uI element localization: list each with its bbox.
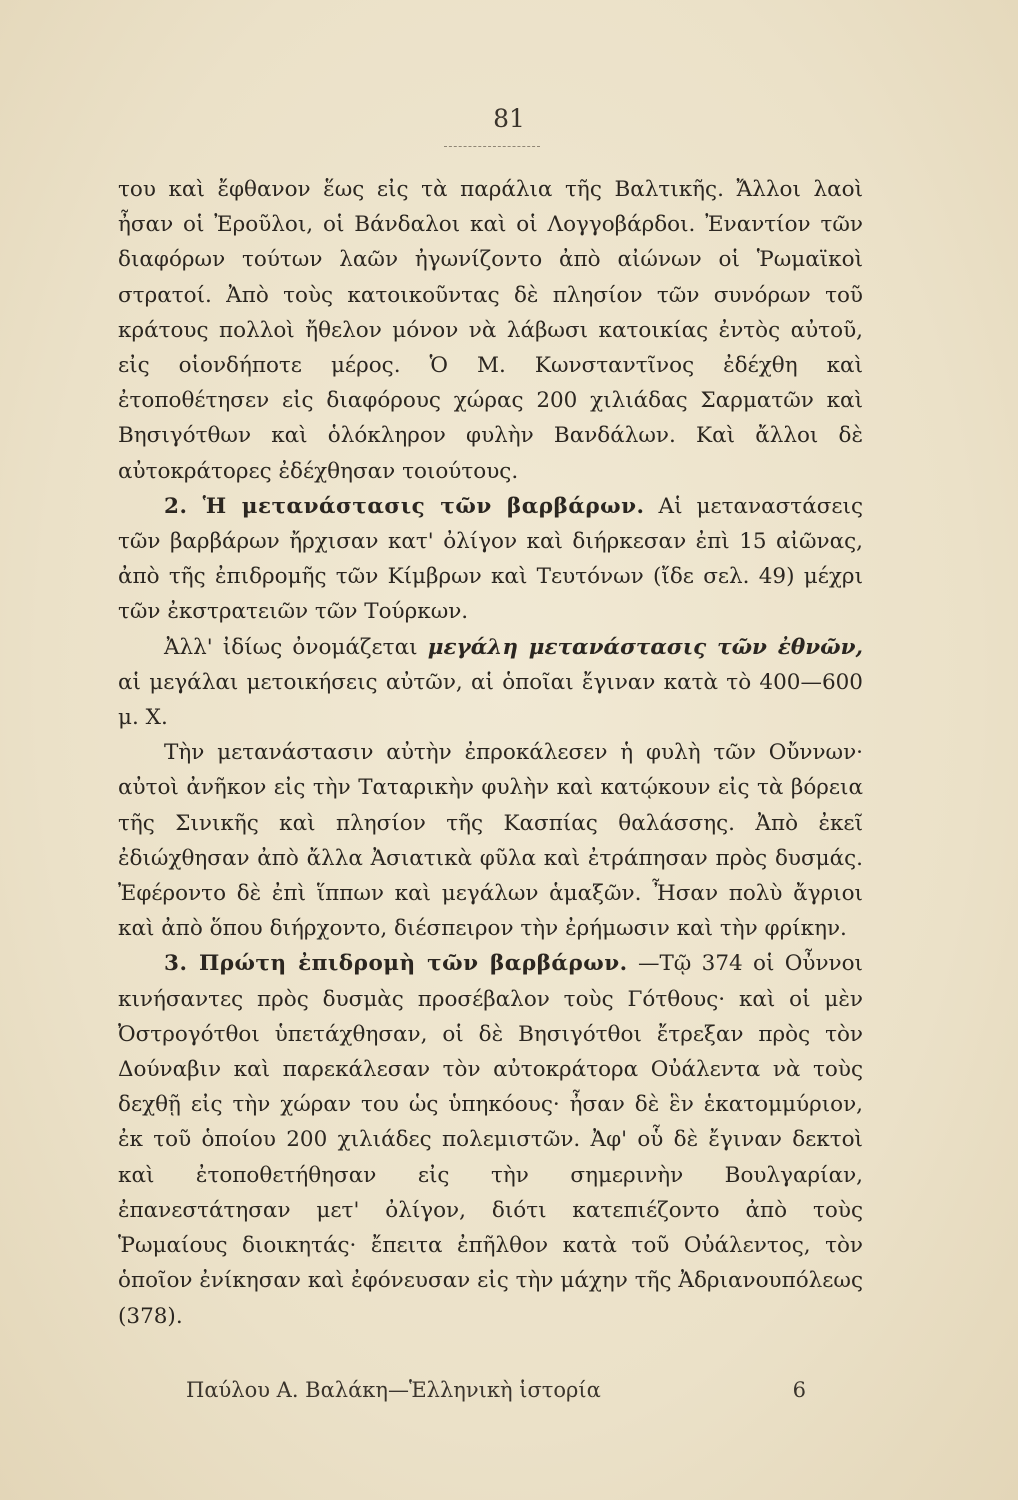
- section-heading-2: 2. Ἡ μετανάστασις τῶν βαρβάρων.: [164, 493, 645, 519]
- page-number: 81: [493, 104, 525, 133]
- paragraph-text: του καὶ ἔφθανον ἕως εἰς τὰ παράλια τῆς Βαλτικῆς. Ἄλλοι λαοὶ ἦσαν οἱ Ἐροῦλοι, οἱ Βάνδαλοι καὶ οἱ Λογγοβάρδοι. Ἐναντίον τῶν διαφόρων τούτων λαῶν ἠγωνίζοντο ἀπὸ αἰώνων οἱ Ῥωμαϊκοὶ στρατοί. Ἀπὸ τοὺς κατοικοῦντας δὲ πλησίον τῶν συνόρων τοῦ κράτους πολλοὶ ἤθελον μόνον νὰ λάβωσι κατοικίας ἐντὸς αὐτοῦ, εἰς οἱονδήποτε μέρος. Ὁ Μ. Κωνσταντῖνος ἐδέχθη καὶ ἐτοποθέτησεν εἰς διαφόρους χώρας 200 χιλιάδας Σαρματῶν καὶ Βησιγότθων καὶ ὁλόκληρον φυλὴν Βανδάλων. Καὶ ἄλλοι δὲ αὐτοκράτορες ἐδέχθησαν τοιούτους.: [118, 177, 863, 484]
- body-text: [118, 172, 863, 1334]
- paragraph-4: [118, 735, 863, 946]
- paragraph-text: Αἱ μεταναστάσεις τῶν βαρβάρων ἤρχισαν κατ' ὀλίγον καὶ διήρκεσαν ἐπὶ 15 αἰῶνας, ἀπὸ τῆς ἐπιδρομῆς τῶν Κίμβρων καὶ Τευτόνων (ἴδε σελ. 49) μέχρι τῶν ἐκστρατειῶν τῶν Τούρκων.: [118, 493, 863, 625]
- section-heading-3: 3. Πρώτη ἐπιδρομὴ τῶν βαρβάρων.: [164, 951, 628, 977]
- emphasized-term: μεγάλη μετανάστασις τῶν ἐθνῶν,: [427, 634, 863, 660]
- paragraph-lead: Ἀλλ' ἰδίως ὀνομάζεται: [164, 634, 428, 660]
- paragraph-text: Τὴν μετανάστασιν αὐτὴν ἐπροκάλεσεν ἡ φυλὴ τῶν Οὔννων· αὐτοὶ ἀνῆκον εἰς τὴν Ταταρικὴν φυλὴν καὶ κατῴκουν εἰς τὰ βόρεια τῆς Σινικῆς καὶ πλησίον τῆς Κασπίας θαλάσσης. Ἀπὸ ἐκεῖ ἐδιώχθησαν ἀπὸ ἄλλα Ἀσιατικὰ φῦλα καὶ ἐτράπησαν πρὸς δυσμάς. Ἐφέροντο δὲ ἐπὶ ἵππων καὶ μεγάλων ἁμαξῶν. Ἦσαν πολὺ ἄγριοι καὶ ἀπὸ ὅπου διήρχοντο, διέσπειρον τὴν ἐρήμωσιν καὶ τὴν φρίκην.: [118, 740, 863, 942]
- paragraph-5: [118, 946, 863, 1333]
- page-number-rule: [444, 146, 540, 147]
- paragraph-text: αἱ μεγάλαι μετοικήσεις αὐτῶν, αἱ ὁποῖαι ἔγιναν κατὰ τὸ 400—600 μ. Χ.: [118, 669, 863, 731]
- paragraph-1: [118, 172, 863, 489]
- paragraph-text: —Τῷ 374 οἱ Οὖννοι κινήσαντες πρὸς δυσμὰς προσέβαλον τοὺς Γότθους· καὶ οἱ μὲν Ὀστρογότθοι ὑπετάχθησαν, οἱ δὲ Βησιγότθοι ἔτρεξαν πρὸς τὸν Δούναβιν καὶ παρεκάλεσαν τὸν αὐτοκράτορα Οὐάλεντα νὰ τοὺς δεχθῇ εἰς τὴν χώραν του ὡς ὑπηκόους· ἦσαν δὲ ἓν ἑκατομμύριον, ἐκ τοῦ ὁποίου 200 χιλιάδες πολεμιστῶν. Ἀφ' οὗ δὲ ἔγιναν δεκτοὶ καὶ ἐτοποθετήθησαν εἰς τὴν σημερινὴν Βουλγαρίαν, ἐπανεστάτησαν μετ' ὀλίγον, διότι κατεπιέζοντο ἀπὸ τοὺς Ῥωμαίους διοικητάς· ἔπειτα ἐπῆλθον κατὰ τοῦ Οὐάλεντος, τὸν ὁποῖον ἐνίκησαν καὶ ἐφόνευσαν εἰς τὴν μάχην τῆς Ἀδριανουπόλεως (378).: [118, 951, 863, 1329]
- paragraph-2: [118, 489, 863, 630]
- footer-author-title: Παύλου Α. Βαλάκη—Ἑλληνικὴ ἱστορία: [186, 1378, 601, 1402]
- paragraph-3: [118, 630, 863, 736]
- footer-signature-mark: 6: [792, 1378, 806, 1402]
